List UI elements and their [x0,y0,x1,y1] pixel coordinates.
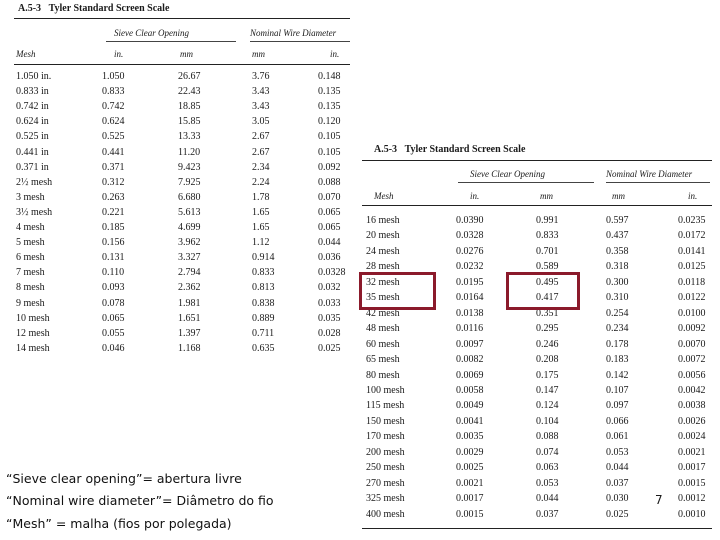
cell-opening-in: 0.046 [102,342,125,354]
cell-wire-mm: 0.234 [606,323,629,335]
table-caption: Tyler Standard Screen Scale [48,3,170,14]
cell-opening-mm: 4.699 [178,222,201,233]
col-mesh-header: Mesh [374,191,394,201]
cell-wire-mm: 3.05 [252,116,270,128]
cell-wire-in: 0.028 [318,327,341,339]
cell-opening-in: 0.185 [102,222,125,233]
cell-opening-mm: 3.327 [178,252,201,264]
cell-mesh: 4 mesh [16,222,45,233]
cell-mesh: 400 mesh [366,508,405,520]
cell-opening-in: 0.441 [102,146,125,158]
cell-opening-in: 0.131 [102,252,125,264]
cell-wire-mm: 1.12 [252,237,270,249]
cell-wire-in: 0.0122 [678,292,706,304]
cell-mesh: 60 mesh [366,338,400,350]
col-wire-mm-header: mm [612,191,625,201]
cell-wire-mm: 0.914 [252,252,275,264]
cell-wire-in: 0.0012 [678,493,706,505]
cell-opening-in: 0.110 [102,267,125,279]
cell-mesh: 0.525 in [16,131,49,143]
cell-wire-in: 0.0024 [678,431,706,443]
cell-wire-in: 0.025 [318,342,341,354]
cell-opening-in: 0.0097 [456,338,484,350]
cell-wire-mm: 3.76 [252,71,270,82]
cell-opening-in: 0.0015 [456,508,484,520]
cell-wire-mm: 3.43 [252,101,270,113]
cell-opening-mm: 22.43 [178,86,201,98]
cell-opening-in: 0.0069 [456,369,484,381]
cell-mesh: 115 mesh [366,400,405,412]
group-header-wire: Nominal Wire Diameter [606,169,693,179]
cell-opening-in: 0.0138 [456,307,484,319]
group-header-wire: Nominal Wire Diameter [250,28,337,38]
cell-opening-mm: 1.397 [178,327,201,339]
cell-opening-mm: 0.495 [536,276,559,288]
group-underline-wire [606,182,710,183]
cell-opening-in: 0.0390 [456,215,484,226]
cell-opening-mm: 0.037 [536,508,559,520]
cell-opening-in: 0.371 [102,161,125,173]
cell-opening-mm: 0.295 [536,323,559,335]
highlight-box-mm [506,272,580,310]
cell-opening-in: 0.0041 [456,415,484,427]
cell-opening-in: 0.0025 [456,462,484,474]
cell-wire-in: 0.092 [318,161,341,173]
cell-wire-mm: 0.711 [252,327,275,339]
note-mesh: “Mesh” = malha (fios por polegada) [6,516,232,531]
cell-opening-mm: 0.104 [536,415,559,427]
cell-wire-in: 0.070 [318,191,341,203]
cell-opening-mm: 0.589 [536,261,559,273]
col-mm-header: mm [540,191,553,201]
col-in-header: in. [470,191,480,201]
cell-mesh: 65 mesh [366,354,400,366]
highlight-box-mesh [359,272,436,310]
cell-opening-in: 0.065 [102,312,125,324]
cell-opening-mm: 0.147 [536,384,559,396]
cell-wire-in: 0.0141 [678,245,706,257]
cell-wire-in: 0.0015 [678,477,706,489]
cell-wire-in: 0.135 [318,101,341,113]
cell-mesh: 6 mesh [16,252,45,264]
cell-wire-mm: 2.34 [252,161,270,173]
cell-mesh: 42 mesh [366,307,400,319]
cell-wire-mm: 0.025 [606,508,629,520]
cell-opening-in: 0.0049 [456,400,484,412]
cell-opening-in: 0.0021 [456,477,484,489]
group-header-opening: Sieve Clear Opening [114,28,189,38]
cell-opening-mm: 0.044 [536,493,559,505]
group-underline-wire [250,41,350,42]
cell-wire-in: 0.135 [318,86,341,98]
cell-opening-mm: 1.981 [178,297,201,309]
cell-wire-in: 0.0328 [318,267,346,279]
cell-opening-mm: 0.088 [536,431,559,443]
cell-opening-in: 0.0232 [456,261,484,273]
cell-opening-mm: 2.794 [178,267,201,279]
col-wire-in-header: in. [688,191,698,201]
cell-wire-mm: 0.358 [606,245,629,257]
cell-opening-mm: 0.063 [536,462,559,474]
cell-opening-in: 0.0058 [456,384,484,396]
cell-wire-mm: 0.310 [606,292,629,304]
table-number: A.5-3 [18,3,42,14]
cell-wire-in: 0.044 [318,237,341,249]
cell-wire-mm: 2.67 [252,131,270,143]
cell-opening-in: 1.050 [102,71,125,82]
cell-opening-mm: 6.680 [178,191,201,203]
note-wire-diameter: “Nominal wire diameter”= Diâmetro do fio [6,493,274,508]
cell-wire-in: 0.088 [318,176,341,188]
cell-wire-in: 0.0092 [678,323,706,335]
cell-wire-mm: 0.838 [252,297,275,309]
table-title [18,3,169,14]
cell-mesh: 100 mesh [366,384,405,396]
cell-mesh: 150 mesh [366,415,405,427]
cell-wire-mm: 0.635 [252,342,275,354]
cell-mesh: 24 mesh [366,245,400,257]
cell-opening-mm: 0.208 [536,354,559,366]
cell-wire-in: 0.0235 [678,215,706,226]
cell-wire-in: 0.065 [318,222,341,233]
cell-wire-mm: 0.300 [606,276,629,288]
cell-opening-in: 0.624 [102,116,125,128]
cell-wire-mm: 0.318 [606,261,629,273]
cell-mesh: 35 mesh [366,292,400,304]
cell-mesh: 3 mesh [16,191,45,203]
cell-wire-in: 0.0172 [678,230,706,242]
bottom-rule [362,528,712,529]
cell-mesh: 0.441 in [16,146,49,158]
cell-wire-mm: 0.254 [606,307,629,319]
cell-opening-mm: 2.362 [178,282,201,294]
cell-wire-mm: 1.65 [252,206,270,218]
cell-opening-in: 0.742 [102,101,125,113]
cell-opening-mm: 13.33 [178,131,201,143]
cell-opening-mm: 5.613 [178,206,201,218]
cell-mesh: 12 mesh [16,327,50,339]
cell-wire-mm: 0.437 [606,230,629,242]
cell-wire-mm: 0.813 [252,282,275,294]
cell-mesh: 250 mesh [366,462,405,474]
top-rule [14,18,350,19]
cell-opening-mm: 0.417 [536,292,559,304]
cell-wire-mm: 0.597 [606,215,629,226]
cell-wire-mm: 0.183 [606,354,629,366]
cell-wire-mm: 1.78 [252,191,270,203]
cell-mesh: 8 mesh [16,282,45,294]
cell-opening-mm: 0.246 [536,338,559,350]
cell-wire-in: 0.0038 [678,400,706,412]
cell-mesh: 200 mesh [366,446,405,458]
cell-opening-in: 0.0035 [456,431,484,443]
cell-wire-mm: 0.142 [606,369,629,381]
cell-mesh: 48 mesh [366,323,400,335]
cell-wire-mm: 0.097 [606,400,629,412]
group-underline-opening [458,182,594,183]
cell-wire-in: 0.0118 [678,276,706,288]
cell-mesh: 80 mesh [366,369,400,381]
cell-opening-in: 0.0017 [456,493,484,505]
cell-mesh: 325 mesh [366,493,405,505]
cell-opening-in: 0.0328 [456,230,484,242]
table-number: A.5-3 [374,144,398,155]
cell-opening-in: 0.078 [102,297,125,309]
cell-opening-in: 0.0082 [456,354,484,366]
cell-mesh: 28 mesh [366,261,400,273]
cell-wire-mm: 0.107 [606,384,629,396]
cell-mesh: 14 mesh [16,342,50,354]
cell-opening-in: 0.0164 [456,292,484,304]
cell-wire-mm: 2.67 [252,146,270,158]
cell-opening-in: 0.0029 [456,446,484,458]
cell-wire-in: 0.032 [318,282,341,294]
cell-opening-mm: 0.833 [536,230,559,242]
cell-wire-in: 0.0100 [678,307,706,319]
cell-opening-mm: 11.20 [178,146,201,158]
cell-wire-in: 0.0010 [678,508,706,520]
cell-mesh: 16 mesh [366,215,400,226]
cell-opening-mm: 26.67 [178,71,201,82]
cell-wire-in: 0.033 [318,297,341,309]
cell-wire-mm: 0.066 [606,415,629,427]
cell-wire-mm: 0.044 [606,462,629,474]
cell-opening-mm: 0.175 [536,369,559,381]
tyler-table-right [362,137,712,537]
cell-opening-mm: 18.85 [178,101,201,113]
cell-opening-in: 0.093 [102,282,125,294]
cell-wire-mm: 0.178 [606,338,629,350]
cell-mesh: 0.624 in [16,116,49,128]
cell-opening-in: 0.055 [102,327,125,339]
col-mesh-header: Mesh [16,49,36,59]
table-caption: Tyler Standard Screen Scale [404,144,526,155]
col-mm-header: mm [180,49,193,59]
cell-wire-in: 0.0026 [678,415,706,427]
cell-wire-in: 0.0125 [678,261,706,273]
cell-mesh: 20 mesh [366,230,400,242]
cell-opening-mm: 0.124 [536,400,559,412]
col-wire-in-header: in. [330,49,340,59]
group-underline-opening [106,41,236,42]
cell-wire-in: 0.120 [318,116,341,128]
cell-mesh: 270 mesh [366,477,405,489]
header-rule [14,64,350,65]
cell-wire-in: 0.035 [318,312,341,324]
cell-wire-in: 0.0017 [678,462,706,474]
cell-opening-in: 0.0195 [456,276,484,288]
cell-mesh: 3½ mesh [16,206,53,218]
cell-opening-in: 0.263 [102,191,125,203]
cell-opening-mm: 0.053 [536,477,559,489]
cell-wire-in: 0.105 [318,146,341,158]
cell-wire-mm: 0.833 [252,267,275,279]
cell-wire-mm: 0.053 [606,446,629,458]
note-sieve-opening: “Sieve clear opening”= abertura livre [6,471,242,486]
cell-mesh: 0.833 in [16,86,49,98]
cell-wire-in: 0.065 [318,206,341,218]
header-rule [362,205,712,206]
cell-wire-in: 0.0021 [678,446,706,458]
cell-wire-mm: 0.889 [252,312,275,324]
cell-wire-in: 0.105 [318,131,341,143]
cell-opening-mm: 3.962 [178,237,201,249]
cell-mesh: 7 mesh [16,267,45,279]
cell-opening-mm: 0.701 [536,245,559,257]
cell-opening-mm: 9.423 [178,161,201,173]
page-number: 7 [655,493,663,507]
cell-opening-in: 0.221 [102,206,125,218]
cell-opening-mm: 1.168 [178,342,201,354]
tyler-table-left [14,0,350,365]
cell-mesh: 32 mesh [366,276,400,288]
cell-opening-mm: 0.991 [536,215,559,226]
cell-wire-mm: 0.030 [606,493,629,505]
cell-opening-mm: 15.85 [178,116,201,128]
top-rule [362,160,712,161]
cell-opening-mm: 7.925 [178,176,201,188]
cell-wire-mm: 0.037 [606,477,629,489]
cell-opening-in: 0.156 [102,237,125,249]
cell-opening-in: 0.312 [102,176,125,188]
cell-mesh: 2½ mesh [16,176,53,188]
cell-mesh: 170 mesh [366,431,405,443]
cell-mesh: 1.050 in. [16,71,52,82]
group-header-opening: Sieve Clear Opening [470,169,545,179]
cell-mesh: 9 mesh [16,297,45,309]
cell-mesh: 10 mesh [16,312,50,324]
cell-opening-in: 0.0116 [456,323,484,335]
cell-opening-in: 0.833 [102,86,125,98]
cell-wire-in: 0.0042 [678,384,706,396]
cell-wire-in: 0.0072 [678,354,706,366]
cell-wire-in: 0.0056 [678,369,706,381]
cell-mesh: 5 mesh [16,237,45,249]
cell-wire-in: 0.0070 [678,338,706,350]
cell-wire-mm: 0.061 [606,431,629,443]
cell-wire-in: 0.148 [318,71,341,82]
cell-opening-mm: 0.351 [536,307,559,319]
cell-opening-mm: 0.074 [536,446,559,458]
cell-mesh: 0.371 in [16,161,49,173]
cell-opening-in: 0.525 [102,131,125,143]
cell-opening-mm: 1.651 [178,312,201,324]
cell-wire-in: 0.036 [318,252,341,264]
table-title [374,144,525,155]
cell-wire-mm: 3.43 [252,86,270,98]
col-wire-mm-header: mm [252,49,265,59]
cell-opening-in: 0.0276 [456,245,484,257]
cell-mesh: 0.742 in [16,101,49,113]
cell-wire-mm: 2.24 [252,176,270,188]
cell-wire-mm: 1.65 [252,222,270,233]
col-in-header: in. [114,49,124,59]
